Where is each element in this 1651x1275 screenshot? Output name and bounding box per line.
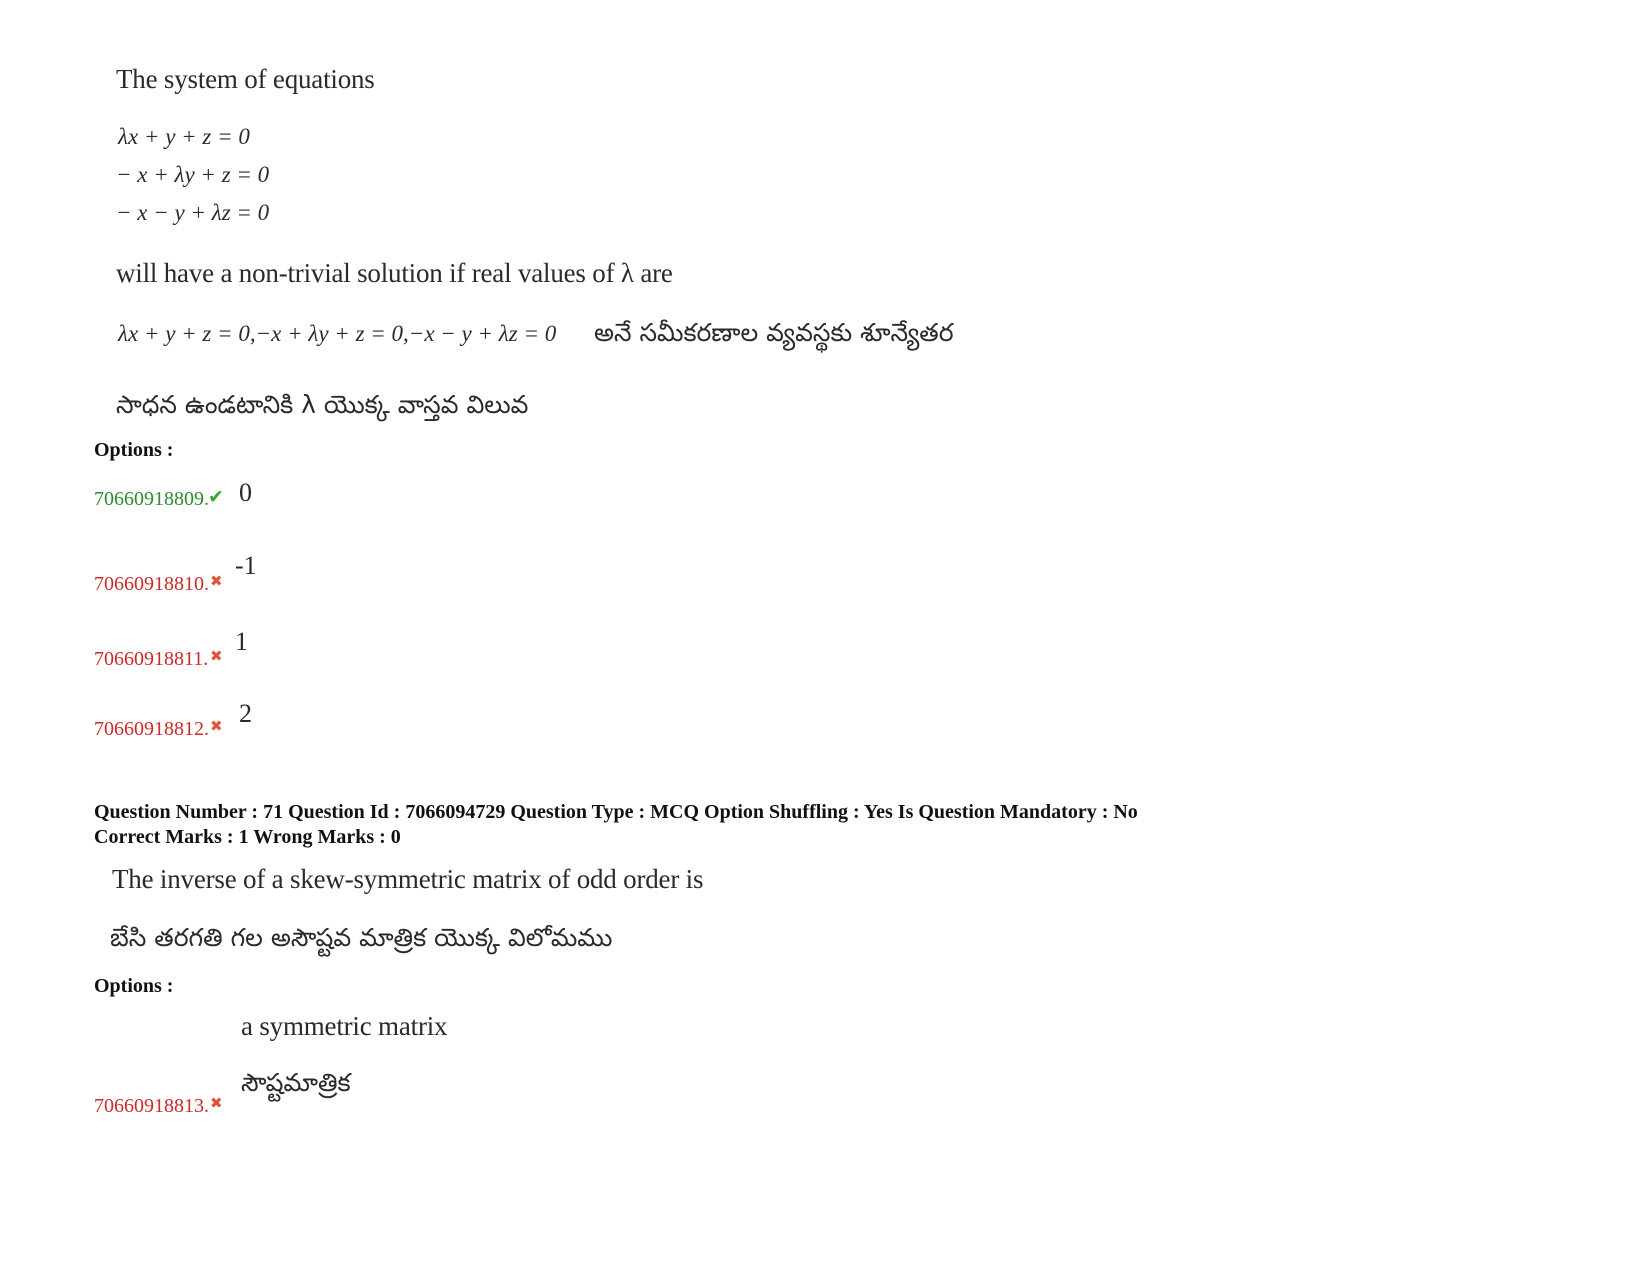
- check-icon: ✔: [208, 486, 224, 508]
- option-value-telugu: సౌష్టమాత్రిక: [241, 1068, 351, 1097]
- telugu-question-line-1: అనే సమీకరణాల వ్యవస్థకు శూన్యేతర: [594, 318, 954, 347]
- option-id: 70660918809.: [94, 488, 209, 510]
- option-value: 1: [235, 627, 248, 656]
- equation-2: − x + λy + z = 0: [116, 162, 270, 187]
- option-value: 0: [239, 478, 252, 507]
- cross-icon: ✖: [210, 647, 223, 665]
- equation-3: − x − y + λz = 0: [116, 200, 270, 225]
- equation-1: λx + y + z = 0: [118, 124, 250, 149]
- option-id: 70660918811.: [94, 648, 209, 670]
- options-label: Options :: [94, 439, 174, 461]
- question-meta-line-2: Correct Marks : 1 Wrong Marks : 0: [94, 826, 401, 848]
- question-intro: The system of equations: [116, 64, 375, 94]
- option-id: 70660918813.: [94, 1095, 209, 1117]
- option-value-english: a symmetric matrix: [241, 1011, 448, 1041]
- question-text: The inverse of a skew-symmetric matrix of odd order is: [112, 864, 704, 894]
- cross-icon: ✖: [210, 572, 223, 590]
- telugu-question-text: బేసి తరగతి గల అసౌష్టవ మాత్రిక యొక్క విలోమము: [110, 923, 613, 952]
- option-id: 70660918812.: [94, 718, 209, 740]
- question-meta-line-1: Question Number : 71 Question Id : 7066094729 Question Type : MCQ Option Shuffling : Yes Is Question Mandatory : No: [94, 801, 1138, 823]
- telugu-equations-inline: λx + y + z = 0,−x + λy + z = 0,−x − y + λz = 0: [118, 321, 557, 346]
- cross-icon: ✖: [210, 1094, 223, 1112]
- options-label: Options :: [94, 975, 174, 997]
- telugu-question-line-2: సాధన ఉండటానికి λ యొక్క వాస్తవ విలువ: [116, 390, 529, 419]
- option-value: -1: [235, 551, 257, 580]
- cross-icon: ✖: [210, 717, 223, 735]
- option-value: 2: [239, 699, 252, 728]
- option-id: 70660918810.: [94, 573, 209, 595]
- question-condition: will have a non-trivial solution if real values of λ are: [116, 258, 673, 288]
